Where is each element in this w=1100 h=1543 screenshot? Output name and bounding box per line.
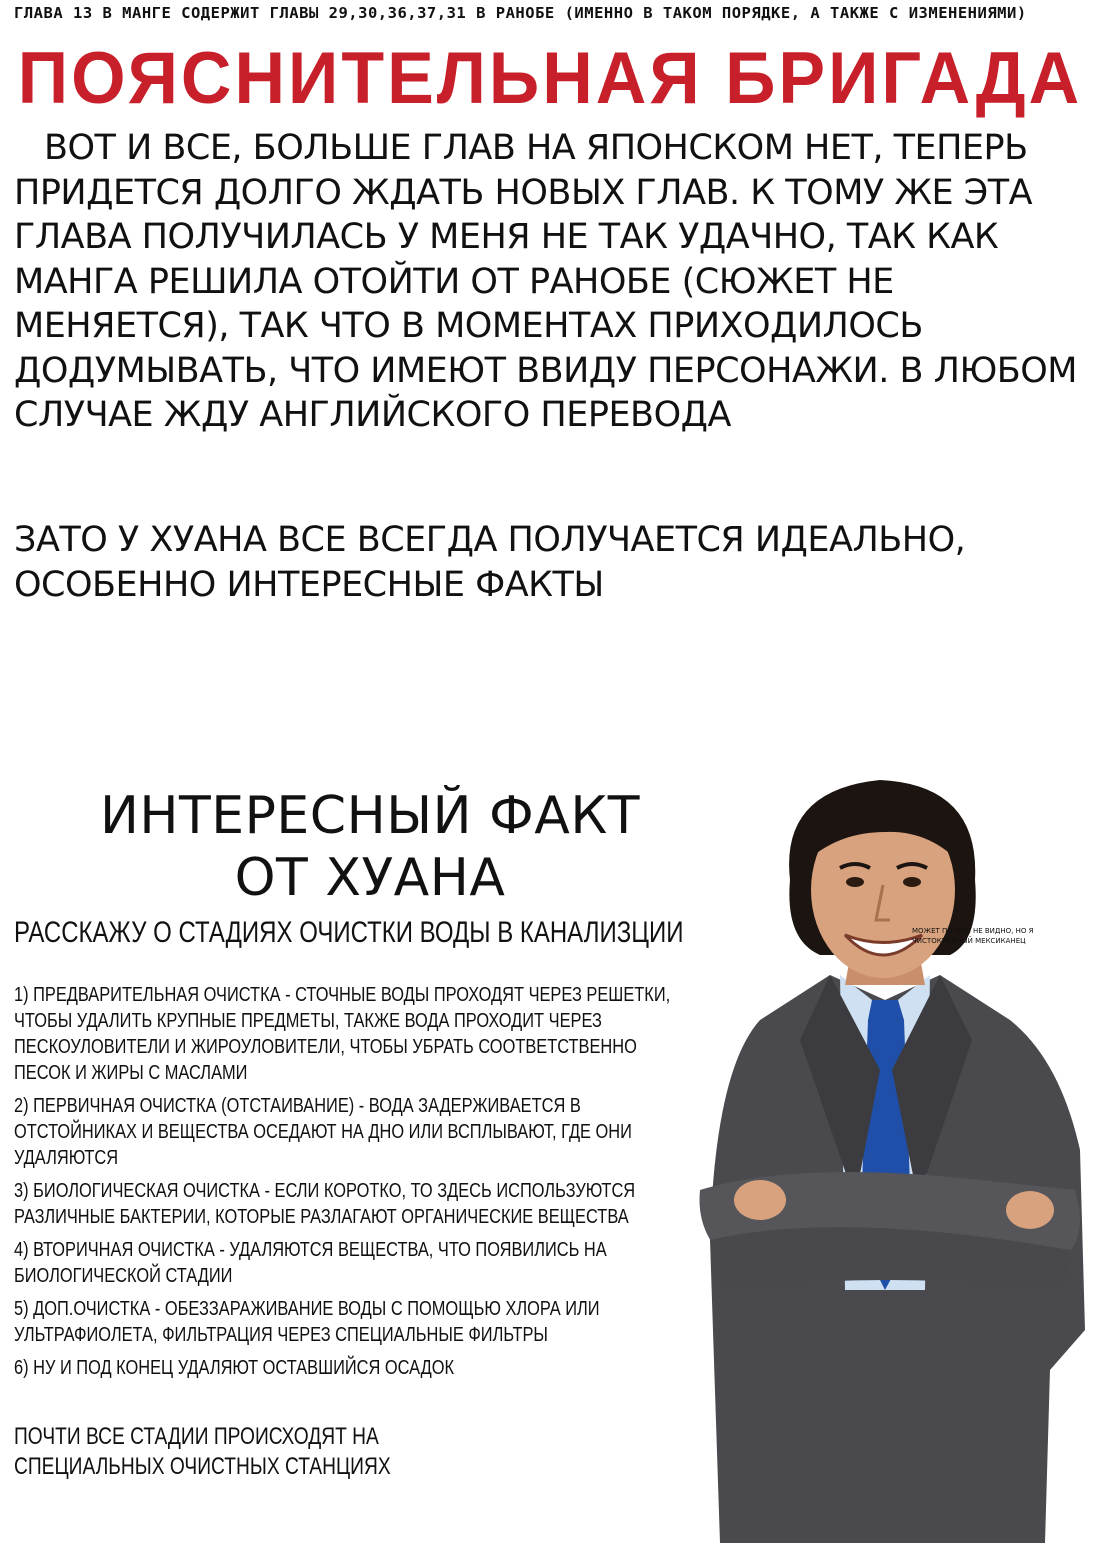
headline: ПОЯСНИТЕЛЬНАЯ БРИГАДА bbox=[17, 37, 1083, 119]
fact-title-line-2: ОТ ХУАНА bbox=[234, 848, 506, 908]
closing-paragraph bbox=[14, 1422, 414, 1482]
step-item: 6) НУ И ПОД КОНЕЦ УДАЛЯЮТ ОСТАВШИЙСЯ ОСАДОК bbox=[14, 1356, 455, 1379]
intro-paragraph bbox=[14, 126, 1089, 438]
step-item: 4) ВТОРИЧНАЯ ОЧИСТКА - УДАЛЯЮТСЯ ВЕЩЕСТВА, ЧТО ПОЯВИЛИСЬ НА БИОЛОГИЧЕСКОЙ СТАДИИ bbox=[14, 1238, 607, 1287]
header-note: ГЛАВА 13 В МАНГЕ СОДЕРЖИТ ГЛАВЫ 29,30,36,37,31 В РАНОБЕ (ИМЕННО В ТАКОМ ПОРЯДКЕ, А ТАКЖЕ С ИЗМЕНЕНИЯМИ) bbox=[14, 4, 1027, 22]
intro-line: ПРИДЕТСЯ ДОЛГО ЖДАТЬ НОВЫХ ГЛАВ. К ТОМУ ЖЕ ЭТА bbox=[14, 172, 1033, 213]
step-item: 3) БИОЛОГИЧЕСКАЯ ОЧИСТКА - ЕСЛИ КОРОТКО, ТО ЗДЕСЬ ИСПОЛЬЗУЮТСЯ РАЗЛИЧНЫЕ БАКТЕРИИ, КОТОРЫЕ РАЗЛАГАЮТ ОРГАНИЧЕСКИЕ ВЕЩЕСТВА bbox=[14, 1179, 636, 1228]
second-line: ЗАТО У ХУАНА ВСЕ ВСЕГДА ПОЛУЧАЕТСЯ ИДЕАЛЬНО, bbox=[14, 520, 966, 560]
intro-line: ВОТ И ВСЕ, БОЛЬШЕ ГЛАВ НА ЯПОНСКОМ НЕТ, ТЕПЕРЬ bbox=[44, 128, 1028, 168]
closing-line: ПОЧТИ ВСЕ СТАДИИ ПРОИСХОДЯТ НА bbox=[14, 1423, 379, 1450]
step-item: 5) ДОП.ОЧИСТКА - ОБЕЗЗАРАЖИВАНИЕ ВОДЫ С ПОМОЩЬЮ ХЛОРА ИЛИ УЛЬТРАФИОЛЕТА, ФИЛЬТРАЦИЯ ЧЕРЕЗ СПЕЦИАЛЬНЫЕ ФИЛЬТРЫ bbox=[14, 1297, 600, 1346]
second-line: ОСОБЕННО ИНТЕРЕСНЫЕ ФАКТЫ bbox=[14, 565, 604, 605]
photo-caption: МОЖЕТ ПО МНЕ НЕ ВИДНО, НО Я ЧИСТОКРОВНЫЙ МЕКСИКАНЕЦ bbox=[912, 927, 1034, 945]
step-item: 2) ПЕРВИЧНАЯ ОЧИСТКА (ОТСТАИВАНИЕ) - ВОДА ЗАДЕРЖИВАЕТСЯ В ОТСТОЙНИКАХ И ВЕЩЕСТВА ОСЕДАЮТ НА ДНО ИЛИ ВСПЛЫВАЮТ, ГДЕ ОНИ УДАЛЯЮТСЯ bbox=[14, 1094, 632, 1169]
person-photo bbox=[680, 770, 1090, 1543]
intro-line: ГЛАВА ПОЛУЧИЛАСЬ У МЕНЯ НЕ ТАК УДАЧНО, ТАК КАК bbox=[14, 217, 999, 257]
second-paragraph bbox=[14, 518, 1014, 608]
intro-line: МАНГА РЕШИЛА ОТОЙТИ ОТ РАНОБЕ (СЮЖЕТ НЕ bbox=[14, 261, 894, 302]
steps-list bbox=[14, 982, 694, 1388]
intro-line: ДОДУМЫВАТЬ, ЧТО ИМЕЮТ ВВИДУ ПЕРСОНАЖИ. В ЛЮБОМ bbox=[14, 350, 1077, 391]
closing-line: СПЕЦИАЛЬНЫХ ОЧИСТНЫХ СТАНЦИЯХ bbox=[14, 1453, 391, 1480]
fact-title-line-1: ИНТЕРЕСНЫЙ ФАКТ bbox=[99, 786, 641, 846]
intro-line: МЕНЯЕТСЯ), ТАК ЧТО В МОМЕНТАХ ПРИХОДИЛОСЬ bbox=[14, 306, 923, 346]
fact-subtitle: РАССКАЖУ О СТАДИЯХ ОЧИСТКИ ВОДЫ В КАНАЛИЗЦИИ bbox=[14, 916, 684, 949]
intro-line: СЛУЧАЕ ЖДУ АНГЛИЙСКОГО ПЕРЕВОДА bbox=[14, 395, 731, 435]
step-item: 1) ПРЕДВАРИТЕЛЬНАЯ ОЧИСТКА - СТОЧНЫЕ ВОДЫ ПРОХОДЯТ ЧЕРЕЗ РЕШЕТКИ, ЧТОБЫ УДАЛИТЬ КРУПНЫЕ ПРЕДМЕТЫ, ТАКЖЕ ВОДА ПРОХОДИТ ЧЕРЕЗ ПЕСКОУЛОВИТЕЛИ И ЖИРОУЛОВИТЕЛИ, ЧТОБЫ УБРАТЬ СООТВЕТСТВЕННО ПЕСОК И ЖИРЫ С МАСЛАМИ bbox=[14, 983, 671, 1084]
